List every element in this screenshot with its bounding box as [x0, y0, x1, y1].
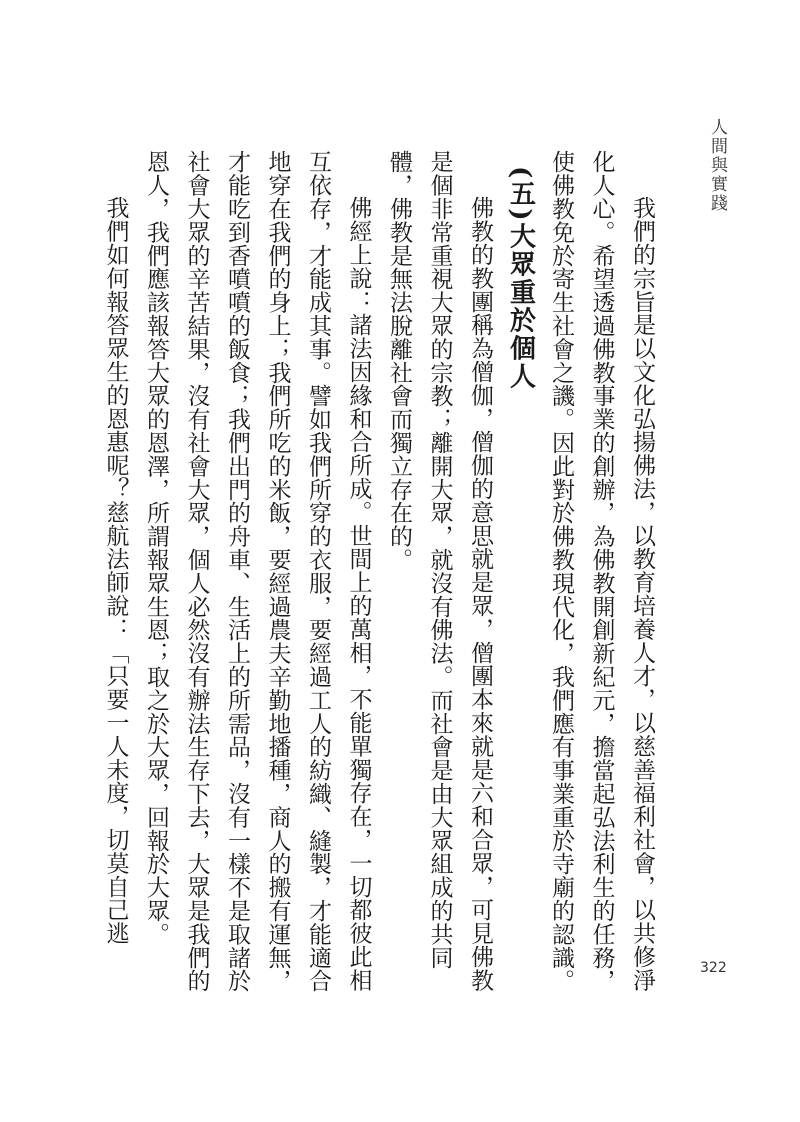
vertical-body-text — [102, 150, 662, 995]
running-title: 人間與實踐 — [707, 118, 727, 213]
page-number: 322 — [700, 960, 727, 976]
paragraph-sangha: 佛教的教團稱為僧伽，僧伽的意思就是眾，僧團本來就是六和合眾，可見佛教是個非常重視大眾的宗教；離開大眾，就沒有佛法。而社會是由大眾組成的共同體，佛教是無法脫離社會而獨立存在的。 — [386, 150, 493, 992]
paragraph-dependent-origination: 佛經上說：諸法因緣和合所成。世間上的萬相，不能單獨存在，一切都彼此相互依存，才能成其事。譬如我們所穿的衣服，要經過工人的紡織、縫製，才能適合地穿在我們的身上；我們所吃的米飯，要經過農夫辛勤地播種，商人的搬有運無，才能吃到香噴噴的飯食；我們出門的舟車、生活上的所需品，沒有一樣不是取諸於社會大眾的辛苦結果，沒有社會大眾，個人必然沒有辦法生存下去，大眾是我們的恩人，我們應該報答大眾的恩澤，所謂報眾生恩；取之於大眾，回報於大眾。 — [143, 150, 372, 993]
section-heading: (五)大眾重於個人 — [505, 166, 536, 391]
paragraph-repaying-kindness: 我們如何報答眾生的恩惠呢？慈航法師說：「只要一人未度，切莫自己逃 — [102, 196, 129, 945]
paragraph-mission: 我們的宗旨是以文化弘揚佛法，以教育培養人才，以慈善福利社會，以共修淨化人心。希望透過佛教事業的創辦，為佛教開創新紀元，擔當起弘法利生的任務，使佛教免於寄生社會之譏。因此對於佛教現代化，我們應有事業重於寺廟的認識。 — [548, 150, 655, 993]
